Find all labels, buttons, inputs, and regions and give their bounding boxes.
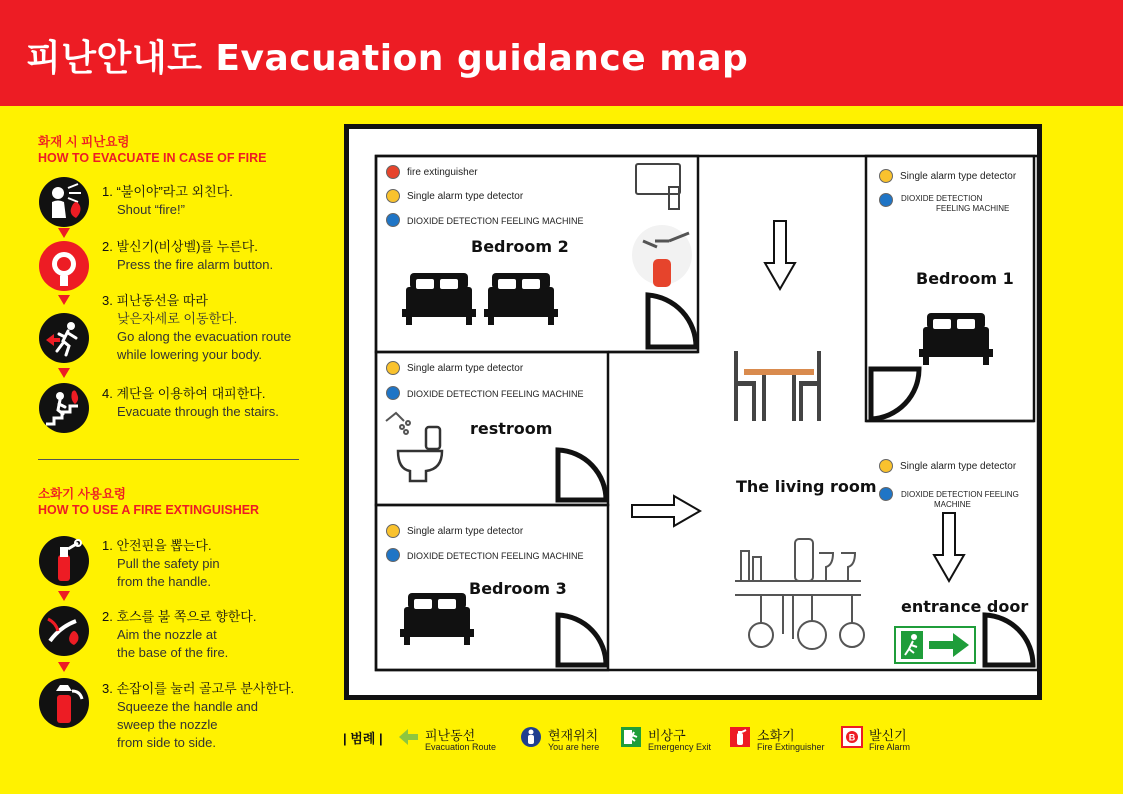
- shout-icon: [38, 176, 90, 228]
- dioxide-detector-dot: [386, 213, 400, 227]
- evacuation-route-arrow-icon: [397, 726, 419, 748]
- legend-en: Evacuation Route: [425, 742, 497, 752]
- room-name-bedroom-1: Bedroom 1: [916, 269, 1014, 288]
- legend-en: Emergency Exit: [648, 742, 712, 752]
- page-title: 피난안내도 Evacuation guidance map: [26, 38, 749, 79]
- room-name-entrance-door: entrance door: [901, 597, 1029, 616]
- step-en: Go along the evacuation route: [117, 329, 292, 344]
- evacuate-step-4: [102, 385, 279, 421]
- step-en: Press the fire alarm button.: [117, 257, 274, 272]
- step-en: sweep the nozzle: [117, 717, 218, 732]
- step-en: while lowering your body.: [117, 347, 262, 362]
- step-en: Pull the safety pin: [117, 556, 220, 571]
- evacuate-heading-ko: 화재 시 피난요령: [38, 135, 130, 149]
- step-ko: 3. 손잡이를 눌러 골고루 분사한다.: [102, 681, 295, 696]
- emergency-exit-sign: [895, 627, 975, 663]
- fire-extinguisher-icon: [729, 726, 751, 748]
- step-arrow-icon: [58, 228, 70, 238]
- legend-ko: 피난동선: [425, 728, 476, 743]
- exit-run-icon: [38, 312, 90, 364]
- map-label: Single alarm type detector: [407, 526, 524, 537]
- alarm-detector-dot: [386, 189, 400, 203]
- map-label: DIOXIDE DETECTION: [901, 194, 983, 203]
- stairs-icon: [38, 382, 90, 434]
- emergency-exit-icon: [620, 726, 642, 748]
- room-name-restroom: restroom: [470, 419, 553, 438]
- evacuate-heading: [38, 134, 266, 166]
- step-ko: 4. 계단을 이용하여 대피한다.: [102, 386, 266, 401]
- evacuate-step-1: [102, 183, 233, 219]
- room-name-bedroom-2: Bedroom 2: [471, 237, 569, 256]
- legend-ko: 발신기: [869, 728, 907, 743]
- alarm-detector-dot: [386, 524, 400, 538]
- map-label: DIOXIDE DETECTION FEELING MACHINE: [407, 389, 584, 399]
- section-divider: [38, 459, 299, 460]
- step-ko: 3. 피난동선을 따라: [102, 293, 208, 308]
- header-banner: [0, 0, 1123, 106]
- evacuate-step-2: [102, 238, 273, 274]
- map-label: Single alarm type detector: [900, 171, 1017, 182]
- extinguisher-heading-en: HOW TO USE A FIRE EXTINGUISHER: [38, 503, 260, 517]
- step-ko: 1. 안전핀을 뽑는다.: [102, 538, 212, 553]
- step-en: from the handle.: [117, 574, 211, 589]
- map-label: Single alarm type detector: [407, 363, 524, 374]
- legend-en: You are here: [548, 742, 600, 752]
- step-ko: 1. “불이야”라고 외친다.: [102, 184, 233, 199]
- step-en: Aim the nozzle at: [117, 627, 217, 642]
- alarm-detector-dot: [879, 169, 893, 183]
- aim-nozzle-icon: [38, 605, 90, 657]
- map-label: fire extinguisher: [407, 167, 478, 178]
- extinguisher-heading-ko: 소화기 사용요령: [38, 487, 126, 501]
- legend-ko: 현재위치: [548, 728, 599, 743]
- extinguisher-step-2: [102, 608, 256, 662]
- map-label: Single alarm type detector: [407, 191, 524, 202]
- floor-plan: [344, 124, 1042, 700]
- step-ko: 2. 발신기(비상벨)를 누른다.: [102, 239, 258, 254]
- dioxide-detector-dot: [879, 487, 893, 501]
- room-name-living-room: The living room: [736, 477, 877, 496]
- map-label: DIOXIDE DETECTION FEELING MACHINE: [407, 551, 584, 561]
- legend-en: Fire Alarm: [869, 742, 911, 752]
- evacuate-heading-en: HOW TO EVACUATE IN CASE OF FIRE: [38, 151, 267, 165]
- step-arrow-icon: [58, 662, 70, 672]
- map-label: MACHINE: [934, 500, 971, 509]
- alarm-detector-dot: [386, 361, 400, 375]
- dioxide-detector-dot: [386, 548, 400, 562]
- legend-title: | 범례 |: [343, 731, 383, 746]
- step-ko-line2: 낮은자세로 이동한다.: [117, 311, 238, 326]
- step-en: Squeeze the handle and: [117, 699, 258, 714]
- you-are-here-icon: [520, 726, 542, 748]
- fire-extinguisher-dot: [386, 165, 400, 179]
- legend: [0, 724, 1123, 756]
- dioxide-detector-dot: [386, 386, 400, 400]
- step-ko: 2. 호스를 불 쪽으로 향한다.: [102, 609, 257, 624]
- map-label: FEELING MACHINE: [936, 204, 1010, 213]
- legend-en: Fire Extinguisher: [757, 742, 825, 752]
- squeeze-handle-icon: [38, 677, 90, 729]
- evacuate-step-3: [102, 292, 291, 364]
- step-arrow-icon: [58, 368, 70, 378]
- step-arrow-icon: [58, 295, 70, 305]
- dioxide-detector-dot: [879, 193, 893, 207]
- room-name-bedroom-3: Bedroom 3: [469, 579, 567, 598]
- alarm-detector-dot: [879, 459, 893, 473]
- svg-text:B: B: [848, 732, 856, 743]
- step-arrow-icon: [58, 591, 70, 601]
- fire-alarm-icon: [841, 726, 863, 748]
- step-en: Evacuate through the stairs.: [117, 404, 279, 419]
- extinguisher-heading: [38, 486, 259, 518]
- step-en: the base of the fire.: [117, 645, 229, 660]
- step-en: from side to side.: [117, 735, 216, 750]
- map-label: DIOXIDE DETECTION FEELING MACHINE: [407, 216, 584, 226]
- legend-ko: 비상구: [648, 728, 686, 743]
- map-label: DIOXIDE DETECTION FEELING: [901, 490, 1019, 499]
- alarm-button-icon: [38, 240, 90, 292]
- step-en: Shout “fire!”: [117, 202, 185, 217]
- map-label: Single alarm type detector: [900, 461, 1017, 472]
- extinguisher-step-1: [102, 537, 220, 591]
- pull-pin-icon: [38, 535, 90, 587]
- legend-ko: 소화기: [757, 728, 795, 743]
